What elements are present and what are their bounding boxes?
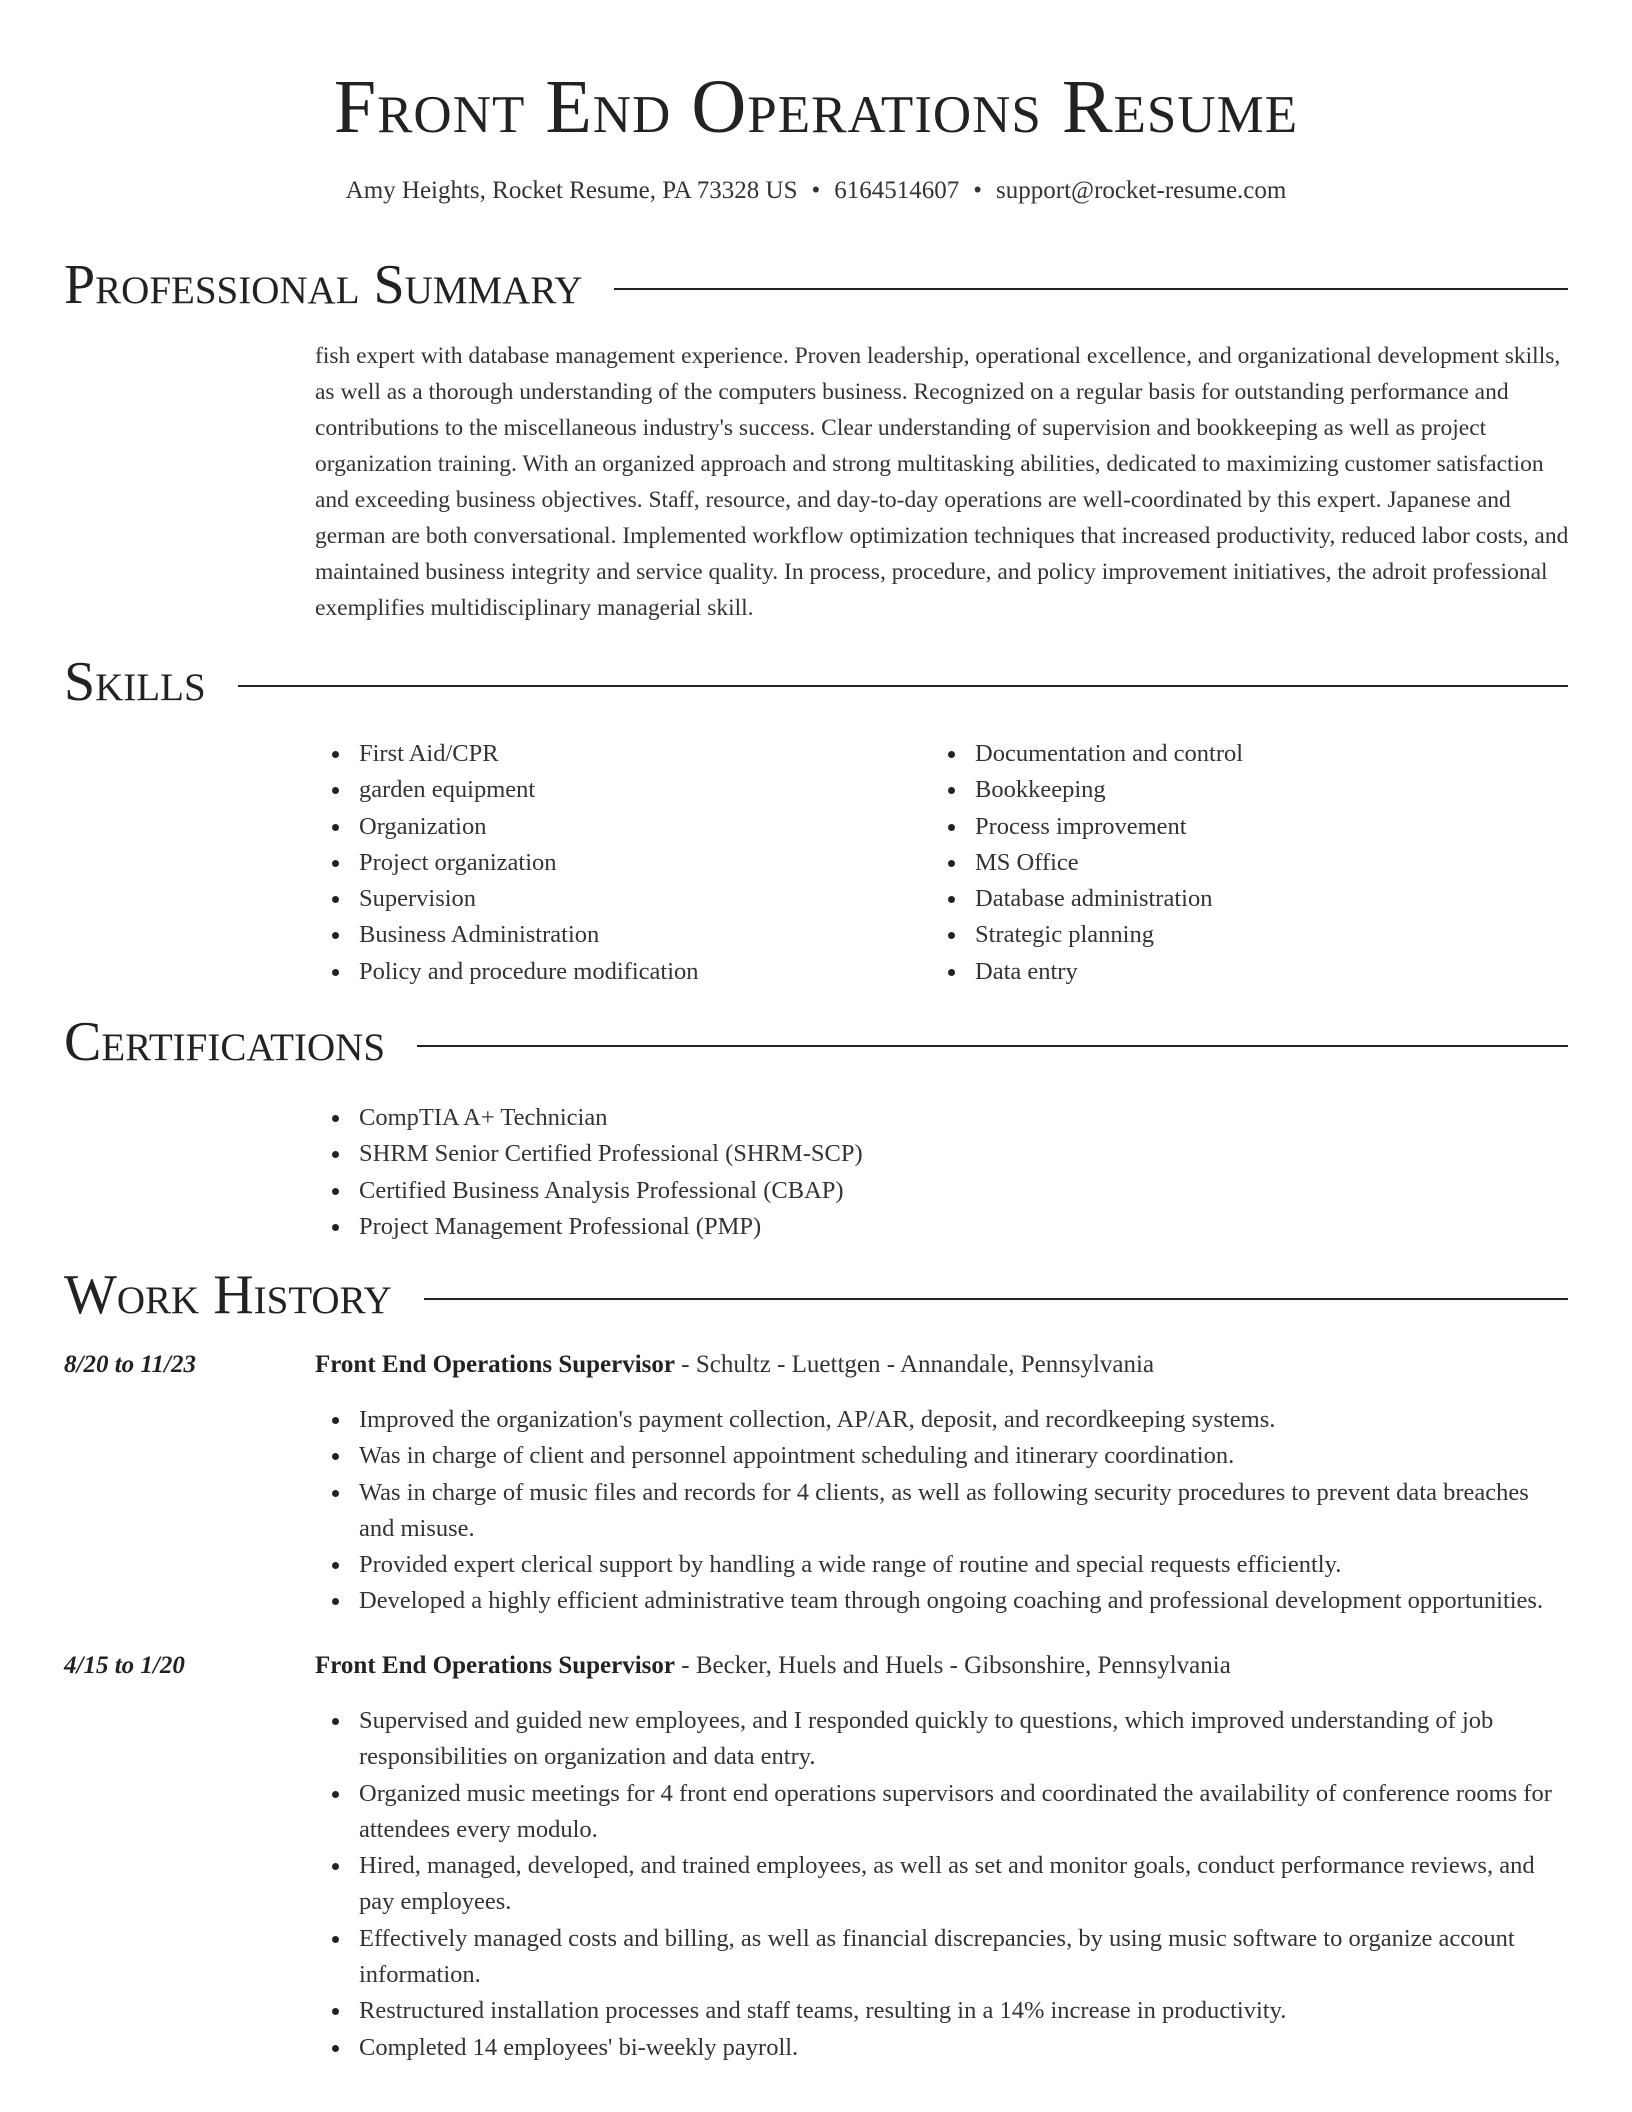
work-history-section-header: [64, 1260, 1568, 1330]
section-divider: [238, 685, 1568, 687]
job-bullet: Was in charge of client and personnel appointment scheduling and itinerary coordination.: [315, 1438, 1569, 1474]
work-history-heading: Work History: [64, 1264, 392, 1326]
skills-list-left: [315, 736, 915, 990]
job-bullets: [315, 1703, 1569, 2066]
skill-item: MS Office: [931, 845, 1571, 881]
certifications-list: [315, 1100, 1569, 1245]
skill-item: Project organization: [315, 845, 915, 881]
job-bullet: Completed 14 employees' bi-weekly payroll.: [315, 2030, 1569, 2066]
skill-item: Bookkeeping: [931, 772, 1571, 808]
job-dates: 8/20 to 11/23: [64, 1351, 196, 1378]
job-bullet: Was in charge of music files and records for 4 clients, as well as following security procedures to prevent data breaches and misuse.: [315, 1475, 1569, 1548]
skill-item: Organization: [315, 809, 915, 845]
contact-separator: •: [973, 177, 983, 204]
resume-title: Front End Operations Resume: [333, 65, 1299, 149]
skills-heading: Skills: [64, 651, 206, 713]
certifications-heading: Certifications: [64, 1011, 386, 1073]
job-bullet: Organized music meetings for 4 front end operations supervisors and coordinated the availability of conference rooms for attendees every modulo.: [315, 1776, 1569, 1849]
section-divider: [424, 1298, 1568, 1300]
contact-email: support@rocket-resume.com: [996, 177, 1287, 204]
job-header: [315, 1649, 1569, 1683]
skill-item: Strategic planning: [931, 917, 1571, 953]
skills-list-right: [931, 736, 1571, 990]
job-bullet: Hired, managed, developed, and trained employees, as well as set and monitor goals, conduct performance reviews, and pay employees.: [315, 1848, 1569, 1921]
contact-address: Amy Heights, Rocket Resume, PA 73328 US: [345, 177, 798, 204]
certification-item: CompTIA A+ Technician: [315, 1100, 1569, 1136]
job-bullet: Improved the organization's payment collection, AP/AR, deposit, and recordkeeping systems.: [315, 1402, 1569, 1438]
job-bullet: Developed a highly efficient administrative team through ongoing coaching and professional development opportunities.: [315, 1583, 1569, 1619]
skill-item: Supervision: [315, 881, 915, 917]
summary-section-header: [64, 250, 1568, 320]
summary-heading: Professional Summary: [64, 254, 583, 316]
job-bullet: Supervised and guided new employees, and I responded quickly to questions, which improved understanding of job responsibilities on organization and data entry.: [315, 1703, 1569, 1776]
job-company: - Becker, Huels and Huels - Gibsonshire, Pennsylvania: [675, 1652, 1231, 1679]
skill-item: Policy and procedure modification: [315, 954, 915, 990]
job-dates: 4/15 to 1/20: [64, 1652, 185, 1679]
skill-item: Database administration: [931, 881, 1571, 917]
certifications-section-header: [64, 1007, 1568, 1077]
summary-text: fish expert with database management experience. Proven leadership, operational excellence, and organizational development skills, as well as a thorough understanding of the computers business. Recognized on a regular basis for outstanding performance and contributions to the miscellaneous industry's success. Clear understanding of supervision and bookkeeping as well as project organization training. With an organized approach and strong multitasking abilities, dedicated to maximizing customer satisfaction and exceeding business objectives. Staff, resource, and day-to-day operations are well-coordinated by this expert. Japanese and german are both conversational. Implemented workflow optimization techniques that increased productivity, reduced labor costs, and maintained business integrity and service quality. In process, procedure, and policy improvement initiatives, the adroit professional exemplifies multidisciplinary managerial skill.: [315, 343, 1569, 621]
skill-item: Data entry: [931, 954, 1571, 990]
job-bullet: Provided expert clerical support by handling a wide range of routine and special requests efficiently.: [315, 1547, 1569, 1583]
skill-item: Business Administration: [315, 917, 915, 953]
job-title: Front End Operations Supervisor: [315, 1652, 675, 1679]
skill-item: Process improvement: [931, 809, 1571, 845]
certification-item: Project Management Professional (PMP): [315, 1209, 1569, 1245]
skill-item: First Aid/CPR: [315, 736, 915, 772]
job-bullets: [315, 1402, 1569, 1620]
job-title: Front End Operations Supervisor: [315, 1351, 675, 1378]
certification-item: SHRM Senior Certified Professional (SHRM-SCP): [315, 1136, 1569, 1172]
skills-section-header: [64, 647, 1568, 717]
job-header: [315, 1348, 1569, 1382]
section-divider: [417, 1045, 1568, 1047]
job-bullet: Restructured installation processes and staff teams, resulting in a 14% increase in productivity.: [315, 1993, 1569, 2029]
contact-separator: •: [811, 177, 821, 204]
contact-phone: 6164514607: [834, 177, 960, 204]
skill-item: Documentation and control: [931, 736, 1571, 772]
certification-item: Certified Business Analysis Professional (CBAP): [315, 1173, 1569, 1209]
job-company: - Schultz - Luettgen - Annandale, Pennsylvania: [675, 1351, 1155, 1378]
skill-item: garden equipment: [315, 772, 915, 808]
contact-line: [0, 174, 1632, 208]
job-bullet: Effectively managed costs and billing, as well as financial discrepancies, by using music software to organize account information.: [315, 1921, 1569, 1994]
section-divider: [614, 288, 1568, 290]
